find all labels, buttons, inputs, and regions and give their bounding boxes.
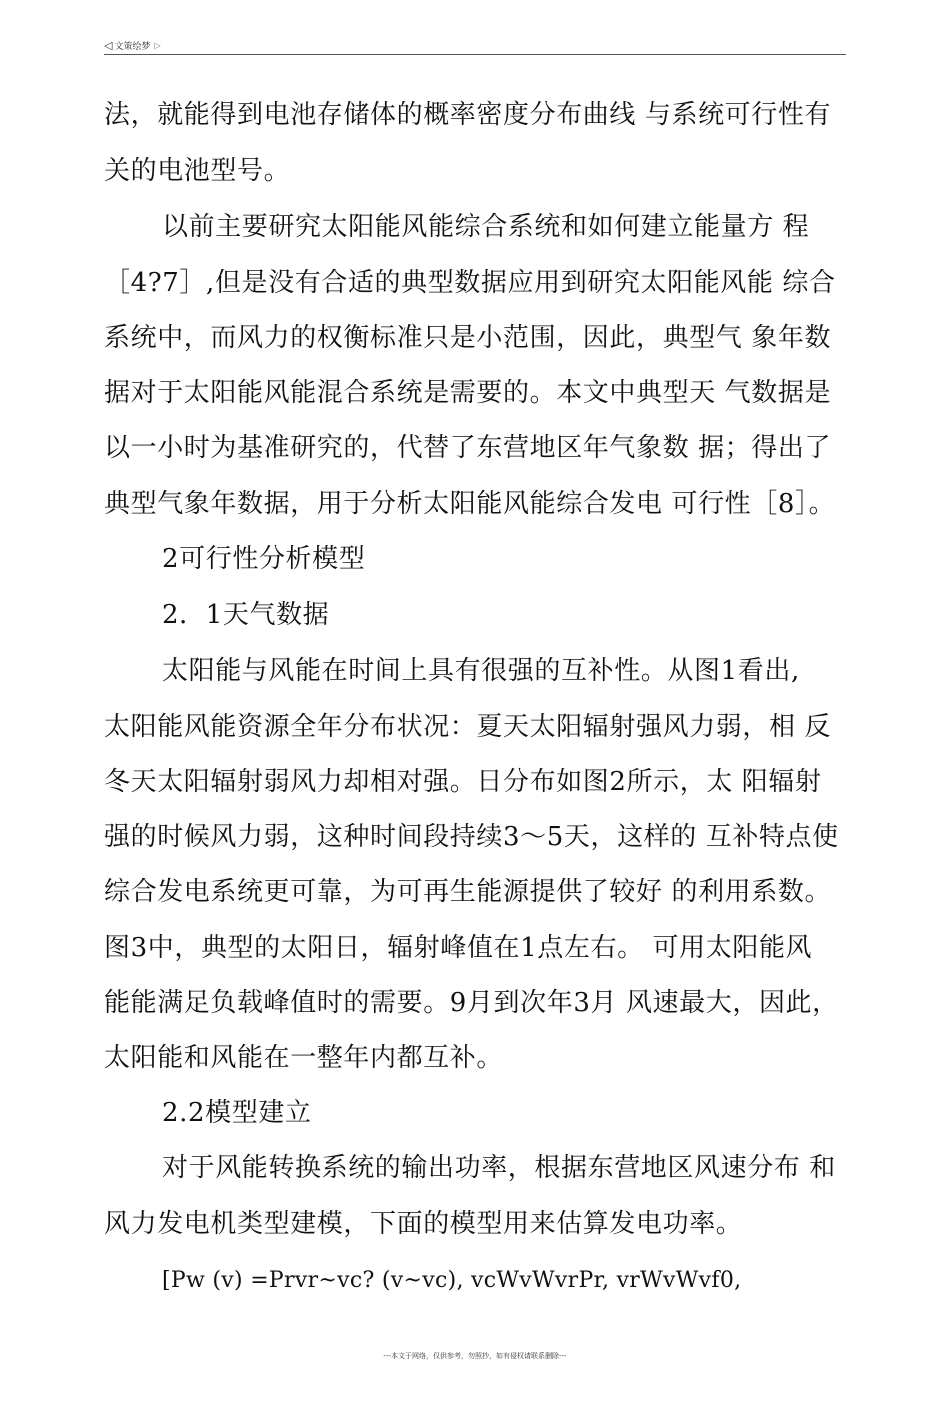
text-line: 太阳能与风能在时间上具有很强的互补性。从图1看出, [162, 656, 800, 686]
text-line: 风力发电机类型建模，下面的模型用来估算发电功率。 [104, 1209, 743, 1239]
text-line: ［4?7］,但是没有合适的典型数据应用到研究太阳能风能 综合 [104, 268, 836, 298]
page-header [104, 38, 846, 52]
text-line: 太阳能风能资源全年分布状况：夏天太阳辐射强风力弱，相 反 [104, 712, 832, 742]
text-line: 太阳能和风能在一整年内都互补。 [104, 1043, 504, 1073]
page-footer: ---本文于网络，仅供参考，勿照抄，如有侵权请联系删除--- [383, 1352, 567, 1360]
text-line: 据对于太阳能风能混合系统是需要的。本文中典型天 气数据是 [104, 378, 832, 408]
text-line: 冬天太阳辐射弱风力却相对强。日分布如图2所示，太 阳辐射 [104, 767, 822, 797]
subsection-heading: 2．1天气数据 [162, 600, 330, 630]
text-line: 典型气象年数据，用于分析太阳能风能综合发电 可行性［8］。 [104, 489, 836, 519]
text-line: 法，就能得到电池存储体的概率密度分布曲线 与系统可行性有 [104, 100, 832, 130]
triangle-right-icon: ▷ [154, 40, 161, 50]
text-line: 图3中，典型的太阳日，辐射峰值在1点左右。 可用太阳能风 [104, 933, 813, 963]
text-line: 系统中，而风力的权衡标准只是小范围，因此，典型气 象年数 [104, 323, 832, 353]
section-heading: 2可行性分析模型 [162, 544, 366, 574]
text-line: 综合发电系统更可靠，为可再生能源提供了较好 的利用系数。 [104, 877, 832, 907]
header-title: 文策绘梦 [114, 41, 151, 52]
subsection-heading: 2.2模型建立 [162, 1098, 312, 1128]
formula-line: [Pw (v) =Prvr~vc? (v~vc), vcWvWvrPr, vrWvWvf0, [162, 1268, 742, 1293]
header-divider [104, 54, 846, 55]
text-line: 关的电池型号。 [104, 156, 291, 186]
text-line: 对于风能转换系统的输出功率，根据东营地区风速分布 和 [162, 1153, 836, 1183]
text-line: 强的时候风力弱，这种时间段持续3〜5天，这样的 互补特点使 [104, 822, 839, 852]
triangle-left-icon: ◁ [104, 38, 113, 52]
text-line: 以前主要研究太阳能风能综合系统和如何建立能量方 程 [162, 212, 810, 242]
text-line: 以一小时为基准研究的，代替了东营地区年气象数 据；得出了 [104, 433, 832, 463]
text-line: 能能满足负载峰值时的需要。9月到次年3月 风速最大，因此， [104, 988, 839, 1018]
